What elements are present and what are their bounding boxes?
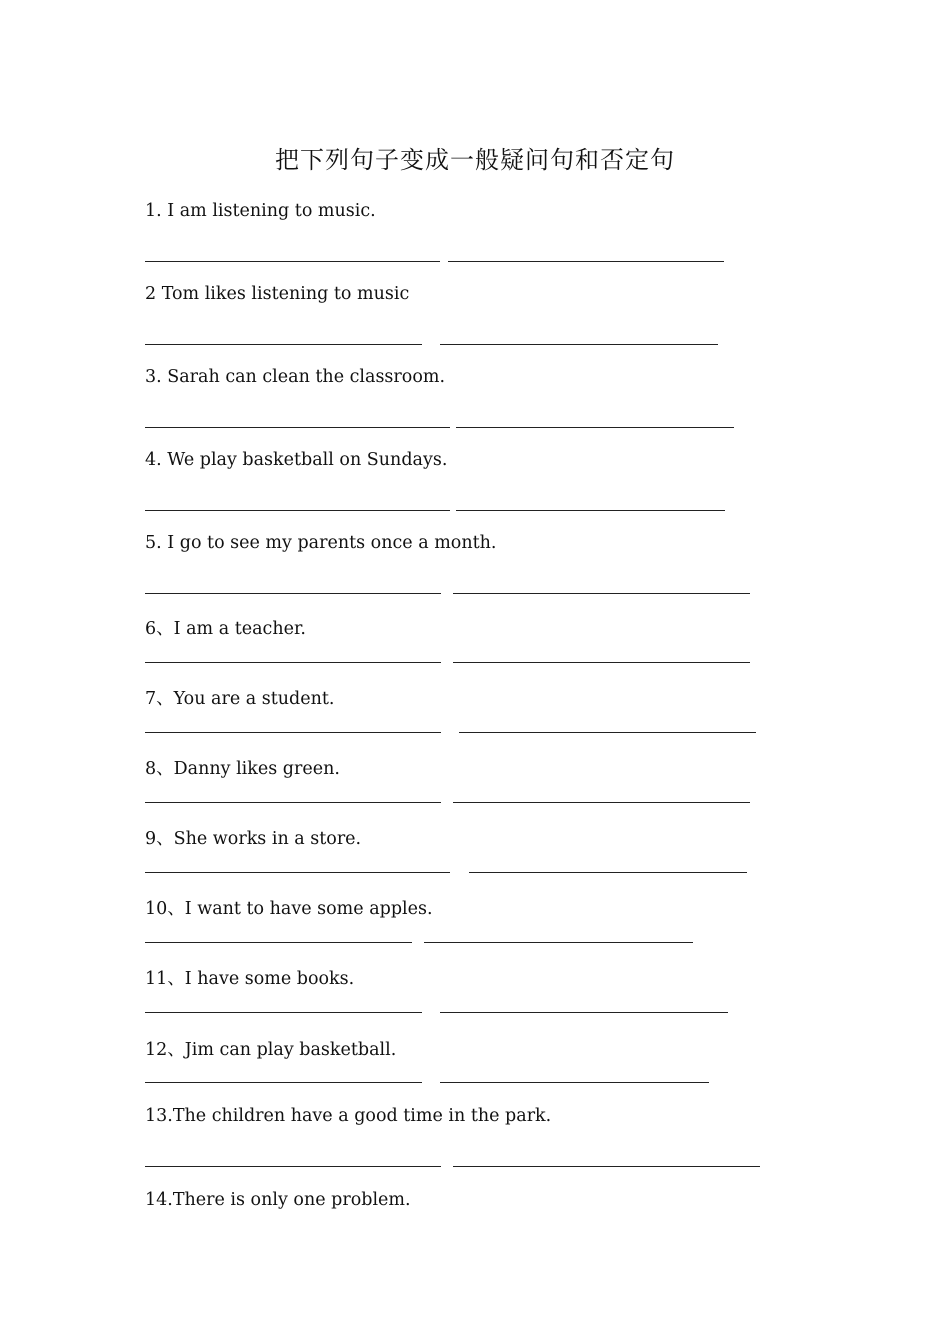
question-7: 7、You are a student. [145, 689, 335, 709]
answer-line-12a [145, 1082, 422, 1083]
answer-line-6b [453, 662, 750, 663]
answer-line-4a [145, 510, 450, 511]
question-6: 6、I am a teacher. [145, 619, 306, 639]
answer-line-10b [424, 942, 693, 943]
answer-line-1a [145, 261, 440, 262]
answer-line-4b [456, 510, 725, 511]
answer-line-11b [440, 1012, 728, 1013]
answer-line-2b [440, 344, 718, 345]
answer-line-6a [145, 662, 441, 663]
answer-line-5b [453, 593, 750, 594]
answer-line-9a [145, 872, 450, 873]
answer-line-10a [145, 942, 412, 943]
answer-line-13b [453, 1166, 760, 1167]
answer-line-12b [440, 1082, 709, 1083]
answer-line-3b [456, 427, 734, 428]
question-8: 8、Danny likes green. [145, 759, 340, 779]
question-5: 5. I go to see my parents once a month. [145, 533, 497, 553]
answer-line-1b [448, 261, 724, 262]
answer-line-8a [145, 802, 441, 803]
question-12: 12、Jim can play basketball. [145, 1040, 397, 1060]
question-1: 1. I am listening to music. [145, 201, 376, 221]
answer-line-8b [453, 802, 750, 803]
question-13: 13.The children have a good time in the park. [145, 1106, 552, 1126]
answer-line-3a [145, 427, 450, 428]
question-3: 3. Sarah can clean the classroom. [145, 367, 446, 387]
answer-line-5a [145, 593, 441, 594]
question-11: 11、I have some books. [145, 969, 355, 989]
answer-line-7b [459, 732, 756, 733]
question-9: 9、She works in a store. [145, 829, 362, 849]
question-14: 14.There is only one problem. [145, 1190, 411, 1210]
page-title: 把下列句子变成一般疑问句和否定句 [275, 146, 675, 174]
answer-line-7a [145, 732, 441, 733]
answer-line-11a [145, 1012, 422, 1013]
answer-line-9b [469, 872, 747, 873]
answer-line-2a [145, 344, 422, 345]
question-4: 4. We play basketball on Sundays. [145, 450, 448, 470]
question-10: 10、I want to have some apples. [145, 899, 433, 919]
answer-line-13a [145, 1166, 441, 1167]
question-2: 2 Tom likes listening to music [145, 284, 410, 304]
